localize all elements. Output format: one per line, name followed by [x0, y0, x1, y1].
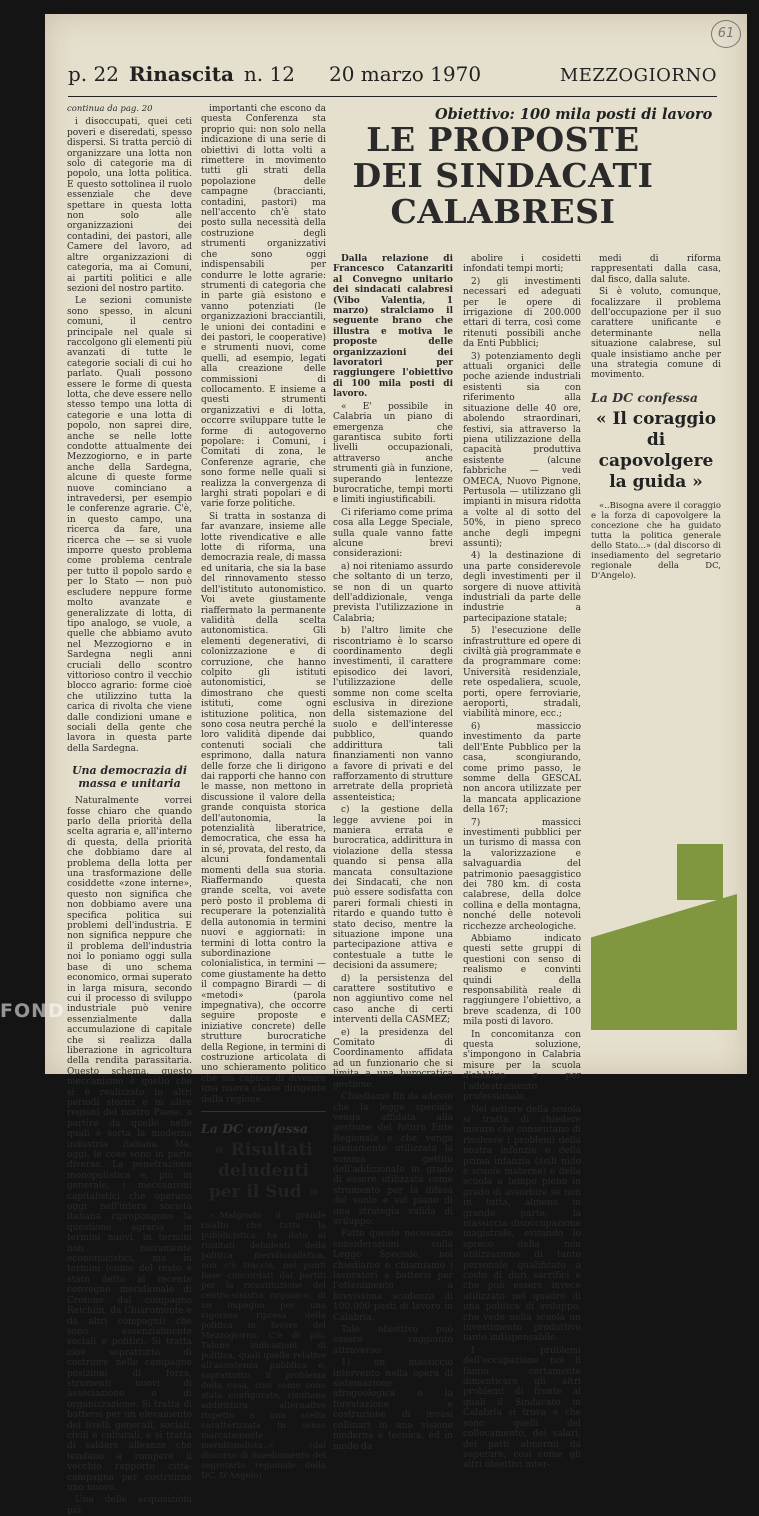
archive-watermark: FOND: [0, 1000, 65, 1022]
paragraph: Naturalmente vorrei fosse chiaro che quando parlo della priorità della scelta agraria e, all'interno di questa, della priorità che dobbiamo dare al problema della lotta per una trasformazione delle cosiddette «zone interne», questo non significa che non dobbiamo avere una specifica politica sui problemi dell'industria. E non significa neppure che il problema dell'industria noi lo poniamo oggi sulla base di uno schema economico, ormai superato in larga misura, secondo cui il processo di sviluppo industriale può venire essenzialmente dalla accumulazione di capitale che si realizza dalla liberazione in agricoltura della rendita parassitaria. Questo schema, questo meccanismo è quello che si è realizzato in altri periodi storici e in altre regioni del nostro Paese, a partire da quelle nelle quali è sorta la moderna industria italiana. Ma, oggi, le cose sono in parte diverse. La penetrazione monopolistica e, più in generale, i meccanismi capitalistici che operano oggi nell'intera società italiana ripropongono la questione agraria in termini nuovi, in termini non meramente economicistici, ma in termini (come del resto è stato detto al recente convegno meridionale di Crotone dal compagno Reichlin, da Chiaromonte e da altri compagni) che sono essenzialmente sociali e politici. Si tratta cioè soprattutto di costruire nelle campagne posizioni di forza, strumenti nuovi di associazione e di organizzazione. Si tratta di battersi per un elevamento dei livelli generali, sociali, civili e culturali, e si tratta di saldare alleanze che tendano a rompere il vecchio rapporto città-campagna per costruirne uno nuovo.: [67, 796, 192, 1493]
divider: [201, 1111, 326, 1112]
paragraph: 2) gli investimenti necessari ed adeguati per le opere di irrigazione di 200.000 ettari di terra, così come ritenuti possibili anche da Enti Pubblici;: [463, 276, 581, 350]
issue-number: n. 12: [243, 62, 295, 86]
paragraph: c) la gestione della legge avviene poi in maniera errata e burocratica, addirittura in violazione della stessa quando si pensa alla mancata consultazione dei Sindacati, che non può essere sodisfatta con pareri formali chiesti in ritardo e quando tutto è stato deciso, mentre la situazione impone una partecipazione attiva e contestuale a tutte le decisioni da assumere;: [333, 805, 453, 972]
newspaper-page: [45, 14, 747, 1516]
column-4: [463, 254, 581, 1471]
column-1: [67, 104, 192, 1516]
paragraph: Tale obiettivo può essere raggiunto attraverso:: [333, 1325, 453, 1356]
green-decoration-shape: [591, 894, 737, 1030]
paragraph: 5) l'esecuzione delle infrastrutture ed opere di civiltà già programmate e da programmare come: Università residenziale, rete ospedaliera, scuole, porti, opere ferroviarie, aeroporti, stradali, viabilità minore, ecc.;: [463, 626, 581, 720]
paragraph: 6) massiccio investimento da parte dell'Ente Pubblico per la casa, scongiurando, come primo passo, le somme della GESCAL non ancora utilizzate per la mancata applicazione della 167;: [463, 721, 581, 816]
paragraph: importanti che escono da questa Conferenza sta proprio qui: non solo nella indicazione di una serie di obiettivi di lotta volti a rimettere in movimento tutti gli strati della popolazione delle campagne (braccianti, contadini, pastori) ma nell'accento ch'è stato posto sulla necessità della costruzione degli strumenti organizzativi che sono oggi indispensabili per condurre le lotte agrarie: strumenti di categoria che in parte già esistono e vanno potenziati (le organizzazioni bracciantili, le unioni dei contadini e dei pastori, le cooperative) e strumenti nuovi, come quelli, ad esempio, legati alla creazione delle commissioni di collocamento. E insieme a questi strumenti organizzativi e di lotta, occorre sviluppare tutte le forme di autogoverno popolare: i Comuni, i Comitati di zona, le Conferenze agrarie, che sono forme nelle quali si realizza la convergenza di larghi strati popolari e di varie forze politiche.: [201, 104, 326, 510]
box-title: « Risultati deludenti per il Sud »: [208, 1140, 319, 1203]
box-kicker: La DC confessa: [591, 389, 698, 405]
paragraph: Chiediamo fin da adesso che la legge speciale venga affidata alla gestione del futuro Ente Regionale e che venga pienamente utilizzata la somma gettito dell'addizionale in grado di essere utilizzata come strumento per la difesa del suolo e sul piano di una strategia valida di sviluppo.: [333, 1092, 453, 1227]
paragraph: I problemi dell'occupazione noi li fanno certamente dimenticare gli altri problemi di fronte ai quali il Sindacato in Calabria si trova e che sono quelli del collocamento, dei salari, dei patti abnormi da superare, così come gli altri obiettivi inter-: [463, 1345, 581, 1471]
box-title: « Il coraggio di capovolgere la guida »: [595, 409, 717, 493]
publication-name: Rinascita: [128, 62, 234, 86]
headline-line-1: LE PROPOSTE: [366, 120, 640, 159]
column-3: [333, 254, 453, 1452]
box-kicker: La DC confessa: [201, 1121, 308, 1136]
paragraph: Le sezioni comuniste sono spesso, in alcuni comuni, il centro principale nel quale si raccolgono gli elementi più avanzati di tutte le categorie sociali di cui ho parlato. Quali possono essere le forme di questa lotta, che deve essere nello stesso tempo una lotta di categorie e una lotta di popolo, non saprei dire, anche se nelle lotte condotte attualmente dei Mezzogiorno, e in parte anche della Sardegna, alcune di queste forme nuove cominciano a intravedersi, per esempio le conferenze agrarie. C'è, in questo campo, una ricerca da fare, una ricerca che — se si vuole imporre questo problema come problema centrale per tutto il popolo sardo e per lo Stato — non può escludere neppure forme molto avanzate e generalizzate di lotta, di tipo analogo, se vuole, a quelle che abbiamo avuto nel Mezzogiorno e in Sardegna negli anni cruciali dello scontro vittorioso contro il vecchio blocco agrario: forme cioè che utilizzino tutta la carica di rivolta che viene dalle condizioni umane e sociali della gente che lavora in questa parte della Sardegna.: [67, 296, 192, 754]
paragraph: 7) massicci investimenti pubblici per un turismo di massa con la valorizzazione e salvaguardia del patrimonio paesaggistico dei 780 km. di costa calabrese, della dolce collina e della montagna, nonché delle notevoli ricchezze archeologiche.: [463, 817, 581, 932]
paragraph: b) l'altro limite che riscontriamo è lo scarso coordinamento degli investimenti, il carattere episodico dei lavori, l'utilizzazione delle somme non come scelta esclusiva in direzione della sistemazione del suolo e dell'interesse pubblico, quando addirittura tali finanziamenti non vanno a favore di privati e del rafforzamento di strutture arretrate della proprietà assenteistica;: [333, 626, 453, 803]
headline-kicker: Obiettivo: 100 mila posti di lavoro: [435, 106, 713, 123]
green-decoration-shape: [677, 844, 723, 900]
paragraph: 1) un massiccio intervento nella opera di sistemazione idrogeologica e la forestazione e costruzione di invasi collinari in una visione moderna e tecnica, ed in modo da: [333, 1358, 453, 1452]
paragraph: e) la presidenza del Comitato di Coordinamento affidata ad un funzionario che si limita a una burocratica gestione.: [333, 1027, 453, 1090]
intro-paragraph: Dalla relazione di Francesco Catanzariti al Convegno unitario dei sindacati calabresi (Vibo Valentia, 1 marzo) stralciamo il seguente brano che illustra e motiva le proposte delle organizzazioni dei lavoratori per raggiungere l'obiettivo di 100 mila posti di lavoro.: [333, 254, 453, 400]
archive-number-stamp: 61: [711, 20, 741, 48]
main-headline: [333, 122, 673, 230]
paragraph: Nel settore della scuola si tratta di chiedere misure che consentano di risolvere i problemi della nostra infanzia e della prima infanzia (asili nido e scuole materne) e della scuola a tempo pieno in grado di assorbire se non in tutta, almeno in grande parte, la massiccia disoccupazione magistrale, evitando lo spreco della non utilizzazione di tanto personale qualificato a costo di duri sacrifici e che può essere invece utilizzato nel quadro di una politica di sviluppo, che vede nella scuola un investimento produttivo tanto indispensabile.: [463, 1104, 581, 1344]
paragraph: i disoccupati, quei ceti poveri e diseredati, spesso dispersi. Si tratta perciò di organizzare una lotta non solo di categorie ma di popolo, una lotta politica. E questo sottolinea il ruolo essenziale che deve spettare in questa lotta non solo alle organizzazioni dei contadini, dei pastori, alle Camere del lavoro, ad altre organizzazioni di categoria, ma ai Comuni, ai partiti politici e alle sezioni del nostro partito.: [67, 117, 192, 294]
issue-date: 20 marzo 1970: [328, 62, 482, 86]
quote-text: «..Bisogna avere il coraggio e la forza di capovolgere la concezione che ha guidato tutta la politica generale dello Stato...» (dal discorso di insediamento del segretario regionale della DC, D'Angelo).: [591, 501, 721, 582]
headline-line-3: CALABRESI: [390, 192, 616, 231]
paragraph: medi di riforma rappresentati dalla casa, dal fisco, dalla salute.: [591, 254, 721, 285]
paragraph: 3) potenziamento degli attuali organici delle poche aziende industriali esistenti sia con riferimento alla situazione delle 40 ore, abolendo straordinari, festivi, sia attraverso la piena utilizzazione della capacità produttiva esistente (alcune fabbriche — vedi OMECA, Nuovo Pignone, Pertusola — utilizzano gli impianti in misura ridotta a volte al di sotto del 50%, in pieno spreco anche degli impegni assunti);: [463, 351, 581, 549]
paragraph: Abbiamo indicato questi sette gruppi di questioni con senso di realismo e convinti quindi della responsabilità reale di raggiungere l'obiettivo, a breve scadenza, di 100 mila posti di lavoro.: [463, 934, 581, 1028]
paragraph: abolire i cosidetti infondati tempi morti;: [463, 254, 581, 275]
paragraph: Una delle acquisizioni più: [67, 1495, 192, 1516]
paragraph: In concomitanza con questa soluzione, s'impongono in Calabria misure per la scuola d'obbligo e per l'addestramento professionale.: [463, 1029, 581, 1103]
paragraph: a) noi riteniamo assurdo che soltanto di un terzo, se non di un quarto dell'addizionale, venga prevista l'utilizzazione in Calabria;: [333, 561, 453, 624]
paragraph: « E' possibile in Calabria un piano di emergenza che garantisca subito forti livelli occupazionali, attraverso anche strumenti già in funzione, superando lentezze burocratiche, tempi morti e limiti ingiustificabili.: [333, 401, 453, 506]
page-number: p. 22: [68, 62, 119, 86]
paragraph: Ci riferiamo come prima cosa alla Legge Speciale, sulla quale vanno fatte alcune brevi considerazioni:: [333, 507, 453, 560]
paragraph: Fatte queste necessarie considerazioni sulla Legge Speciale, noi chiediamo e chiamiamo i lavoratori a battersi per l'ottenimento a brevissima scadenza di 100.000 posti di lavoro in Calabria.: [333, 1229, 453, 1323]
quote-text: «..Malgrado il grande risalto che tutta la pubblicistica ha dato ai risultati deludenti della politica meridionalistica, non c'è traccia, nel punti base concordati dai partiti per la ricostituzione del centro-sinistra organico, di un impegno per una vigorosa ripresa della politica in favore del Mezzogiorno. C'è di più. Talune indicazioni di politica, quali quelle relative all'assistenza pubblica e, soprattutto, il problema della casa, così come sono stata configurate, risultano addirittura alternative rispetto a una scelta caratterizzata in senso marcatamente meridionalista..» (dal discorso di insediamento del segretario regionale della DC, D'Angelo).: [201, 1211, 326, 1482]
section-title: MEZZOGIORNO: [559, 65, 717, 86]
continuation-note: continua da pag. 20: [67, 104, 153, 114]
column-5: [591, 254, 721, 581]
page-header: [68, 62, 717, 97]
paragraph: Si tratta in sostanza di far avanzare, insieme alle lotte rivendicative e alle lotte di riforma, una democrazia reale, di massa ed unitaria, che sia la base del rinnovamento stesso dell'istituto autonomistico. Voi avete giustamente riaffermato la permanente validità della scelta autonomistica. Gli elementi degenerativi, di colonizzazione e di corruzione, che hanno colpito gli istituti autonomistici, se dimostrano che questi istituti, come ogni istituzione politica, non sono cosa neutra perché la loro validità dipende dai contenuti sociali che esprimono, dalla natura delle forze che li dirigono dai rapporti che hanno con le masse, non mettono in discussione il valore della grande conquista storica dell'autonomia, la potenzialità liberatrice, democratica, che essa ha in sé, provata, del resto, da alcuni fondamentali momenti della sua storia. Riaffermando questa grande scelta, voi avete però posto il problema di recuperare la potenzialità della autonomia in termini nuovi e aggiornati: in termini di lotta contro la subordinazione colonialistica, in termini — come giustamente ha detto il compagno Birardi — di «metodi» (parola impegnativa), che occorre seguire proposte e iniziative concrete) delle strutture burocratiche della Regione, in termini di costruzione articolata di uno schieramento politico che sia capace di divenire una nuova classe dirigente della regione.: [201, 511, 326, 1105]
subheading: Una democrazia di massa e unitaria: [71, 764, 188, 791]
paragraph: Si è voluto, comunque, focalizzare il problema dell'occupazione per il suo carattere unificante e determinante nella situazione calabrese, sul quale insistiamo anche per una strategia comune di movimento.: [591, 287, 721, 381]
column-2: [201, 104, 326, 1481]
headline-line-2: DEI SINDACATI: [352, 156, 654, 195]
paragraph: d) la persistenza del carattere sostitutivo e non aggiuntivo come nel caso anche di certi interventi della CASMEZ;: [333, 973, 453, 1026]
paragraph: 4) la destinazione di una parte considerevole degli investimenti per il sorgere di nuove attività industriali da parte delle industrie a partecipazione statale;: [463, 551, 581, 624]
